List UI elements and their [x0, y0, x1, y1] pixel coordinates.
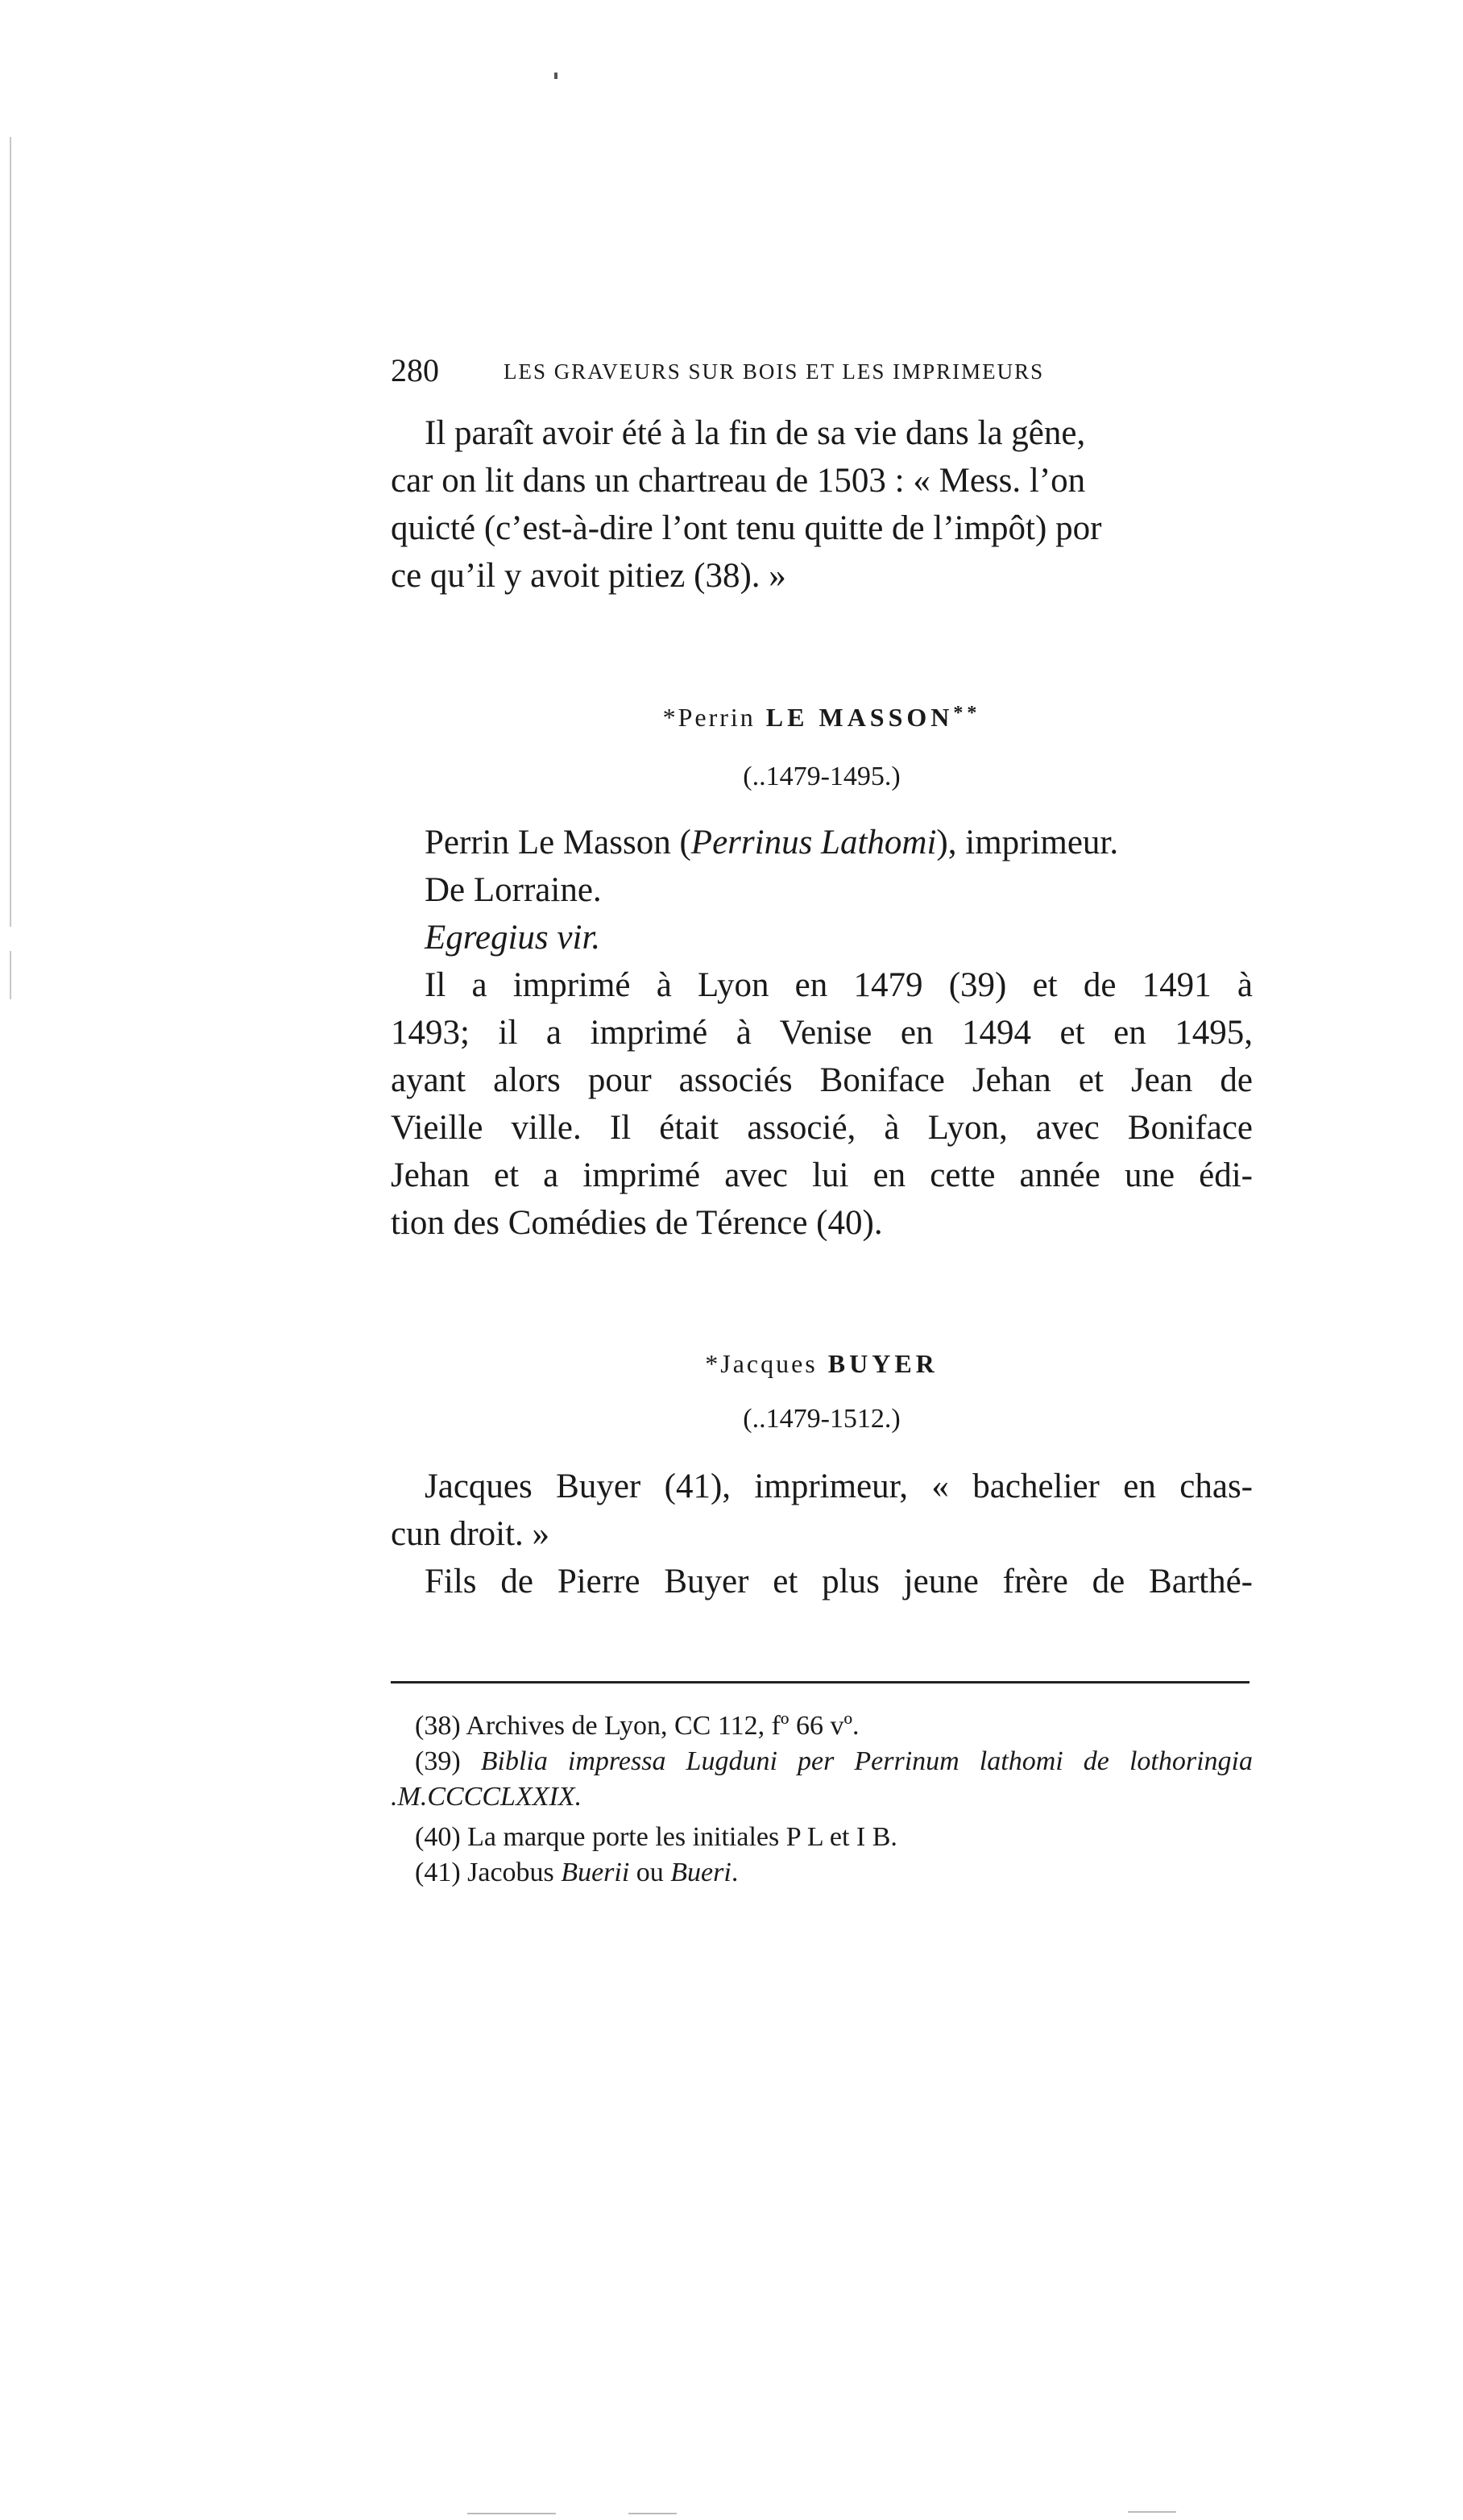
- footnote-text: ou: [629, 1858, 671, 1887]
- page: [391, 338, 1253, 1887]
- text-span: Perrin Le Masson (: [425, 824, 691, 861]
- text-line: De Lorraine.: [425, 871, 602, 909]
- text-line: Vieille ville. Il était associé, à Lyon, avec Boniface: [391, 1109, 1253, 1147]
- footnote-39-continued: .M.CCCCLXXIX.: [391, 1782, 582, 1812]
- heading-name: LE MASSON: [765, 703, 954, 732]
- entry-dates: (..1479-1495.): [743, 762, 901, 791]
- text-line: ce qu’il y avoit pitiez (38). »: [391, 557, 786, 595]
- footnotes: [391, 1708, 1253, 1891]
- page-number: 280: [391, 352, 439, 388]
- scan-margin-line: [10, 951, 11, 999]
- heading-suffix: **: [953, 703, 981, 724]
- entry-body-buyer: [391, 1463, 1253, 1605]
- scan-edge-line: [467, 2513, 556, 2514]
- entry-heading-le-masson: [391, 703, 1253, 733]
- text-line: cun droit. »: [391, 1515, 550, 1553]
- footnote-38: (38) Archives de Lyon, CC 112, fº 66 vº.: [415, 1711, 860, 1741]
- text-line: 1493; il a imprimé à Venise en 1494 et en 1495,: [391, 1014, 1253, 1052]
- scan-margin-line: [10, 137, 11, 927]
- text-line: Jacques Buyer (41), imprimeur, « bachelier en chas-: [425, 1468, 1253, 1505]
- entry-heading-buyer: [391, 1349, 1253, 1379]
- text-line: quicté (c’est-à-dire l’ont tenu quitte de l’impôt) por: [391, 509, 1102, 547]
- text-line: Fils de Pierre Buyer et plus jeune frère de Barthé-: [425, 1563, 1253, 1600]
- text-line: ayant alors pour associés Boniface Jehan et Jean de: [391, 1061, 1253, 1099]
- intro-paragraph: [391, 409, 1253, 600]
- footnote-text: (41) Jacobus: [415, 1858, 562, 1887]
- scan-edge-line: [1128, 2511, 1176, 2513]
- footnote-text: Bueri: [670, 1858, 732, 1887]
- text-line: [391, 819, 1253, 866]
- scan-edge-line: [628, 2513, 677, 2514]
- heading-prefix: *Jacques: [705, 1349, 818, 1378]
- text-line: tion des Comédies de Térence (40).: [391, 1204, 883, 1242]
- footnote-number: (39): [415, 1746, 481, 1776]
- entry-body-le-masson: [391, 819, 1253, 1247]
- footnote-rule: [391, 1681, 1250, 1683]
- text-line: car on lit dans un chartreau de 1503 : « Mess. l’on: [391, 462, 1086, 500]
- footnote-41: [391, 1855, 1253, 1891]
- footnote-40: (40) La marque porte les initiales P L et I B.: [415, 1822, 897, 1852]
- footnote-text: Biblia impressa Lugduni per Perrinum lathomi de lothoringia: [480, 1746, 1253, 1776]
- latin-name: Perrinus Lathomi: [690, 824, 937, 861]
- text-line: Jehan et a imprimé avec lui en cette année une édi-: [391, 1156, 1253, 1194]
- heading-name: BUYER: [827, 1349, 939, 1378]
- footnote-text: Buerii: [561, 1858, 630, 1887]
- running-head: [391, 338, 1253, 387]
- text-line: Il a imprimé à Lyon en 1479 (39) et de 1491 à: [425, 966, 1253, 1004]
- scan-speck: [554, 73, 557, 79]
- heading-prefix: *Perrin: [662, 703, 756, 732]
- text-line: Il paraît avoir été à la fin de sa vie dans la gêne,: [425, 414, 1086, 452]
- footnote-text: .: [731, 1858, 739, 1887]
- text-span: ), imprimeur.: [936, 824, 1119, 861]
- text-line: Egregius vir.: [425, 919, 601, 957]
- entry-dates: (..1479-1512.): [743, 1404, 901, 1434]
- footnote-39: [391, 1744, 1253, 1779]
- running-title: LES GRAVEURS SUR BOIS ET LES IMPRIMEURS: [504, 359, 1045, 384]
